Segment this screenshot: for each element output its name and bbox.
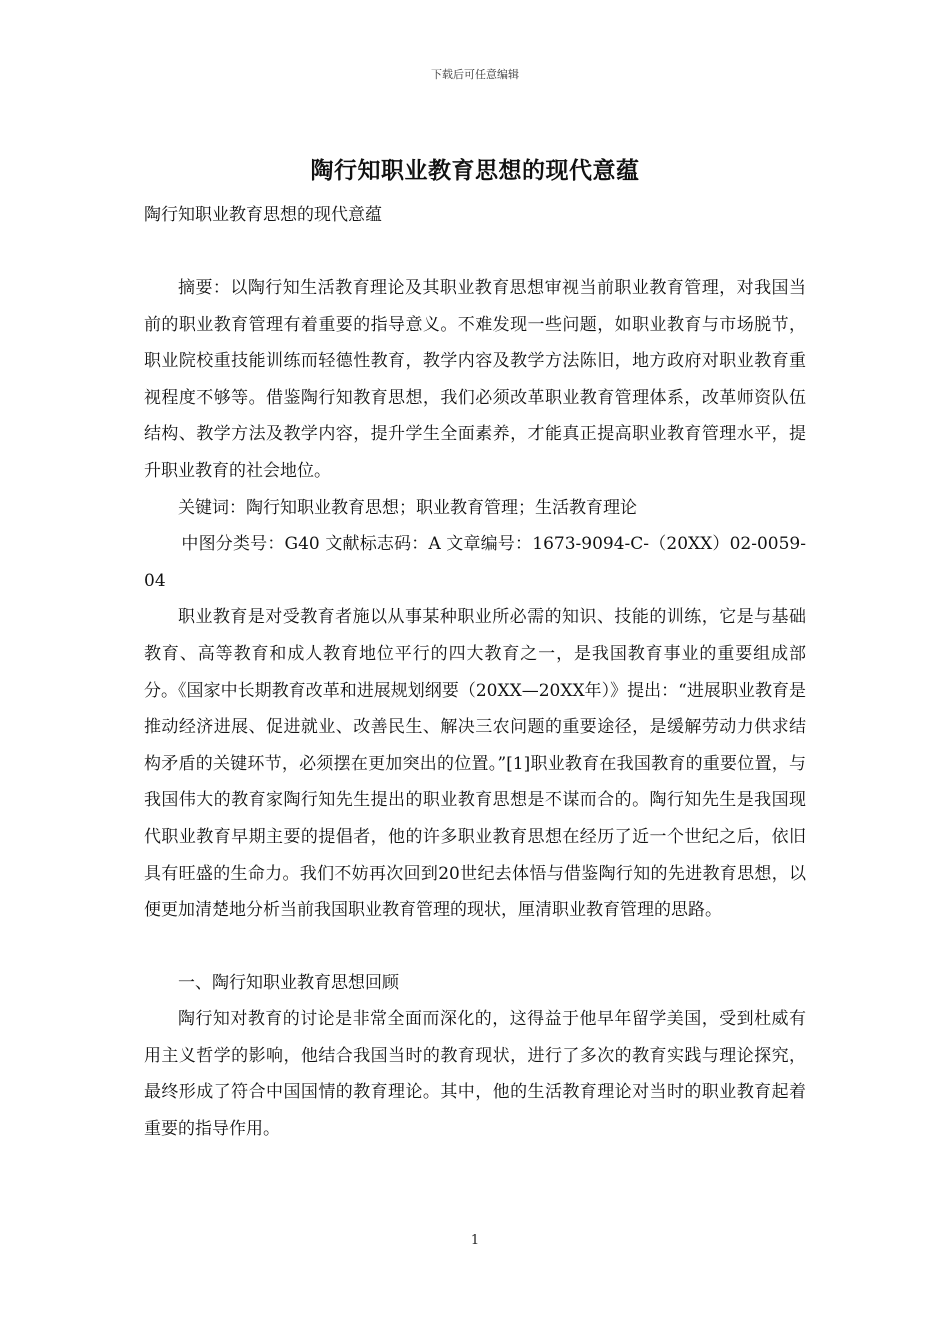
keywords-line: 关键词：陶行知职业教育思想；职业教育管理；生活教育理论 — [178, 497, 637, 518]
classification-line: 中图分类号：G40 文献标志码：A 文章编号：1673-9094-C-（20XX）02-0059-04 — [144, 534, 806, 591]
body-paragraph-1: 职业教育是对受教育者施以从事某种职业所必需的知识、技能的训练，它是与基础教育、高等教育和成人教育地位平行的四大教育之一，是我国教育事业的重要组成部分。《国家中长期教育改革和进展规划纲要（20XX—20XX年）》提出：“进展职业教育是推动经济进展、促进就业、改善民生、解决三农问题的重要途径，是缓解劳动力供求结构矛盾的关键环节，必须摆在更加突出的位置。”[1]职业教育在我国教育的重要位置，与我国伟大的教育家陶行知先生提出的职业教育思想是不谋而合的。陶行知先生是我国现代职业教育早期主要的提倡者，他的许多职业教育思想在经历了近一个世纪之后，依旧具有旺盛的生命力。我们不妨再次回到20世纪去体悟与借鉴陶行知的先进教育思想，以便更加清楚地分析当前我国职业教育管理的现状，厘清职业教育管理的思路。 — [144, 607, 806, 921]
abstract-paragraph: 摘要：以陶行知生活教育理论及其职业教育思想审视当前职业教育管理，对我国当前的职业教育管理有着重要的指导意义。不难发现一些问题，如职业教育与市场脱节，职业院校重技能训练而轻德性教育，教学内容及教学方法陈旧，地方政府对职业教育重视程度不够等。借鉴陶行知教育思想，我们必须改革职业教育管理体系，改革师资队伍结构、教学方法及教学内容，提升学生全面素养，才能真正提高职业教育管理水平，提升职业教育的社会地位。 — [144, 278, 806, 481]
document-subtitle: 陶行知职业教育思想的现代意蕴 — [144, 205, 382, 225]
page-number: 1 — [470, 1233, 480, 1248]
header-note: 下载后可任意编辑 — [431, 68, 519, 81]
document-body — [144, 270, 806, 1148]
body-paragraph-2: 陶行知对教育的讨论是非常全面而深化的，这得益于他早年留学美国，受到杜威有用主义哲学的影响，他结合我国当时的教育现状，进行了多次的教育实践与理论探究，最终形成了符合中国国情的教育理论。其中，他的生活教育理论对当时的职业教育起着重要的指导作用。 — [144, 1009, 806, 1140]
document-title: 陶行知职业教育思想的现代意蕴 — [310, 157, 640, 184]
section-heading-1: 一、陶行知职业教育思想回顾 — [178, 972, 399, 993]
